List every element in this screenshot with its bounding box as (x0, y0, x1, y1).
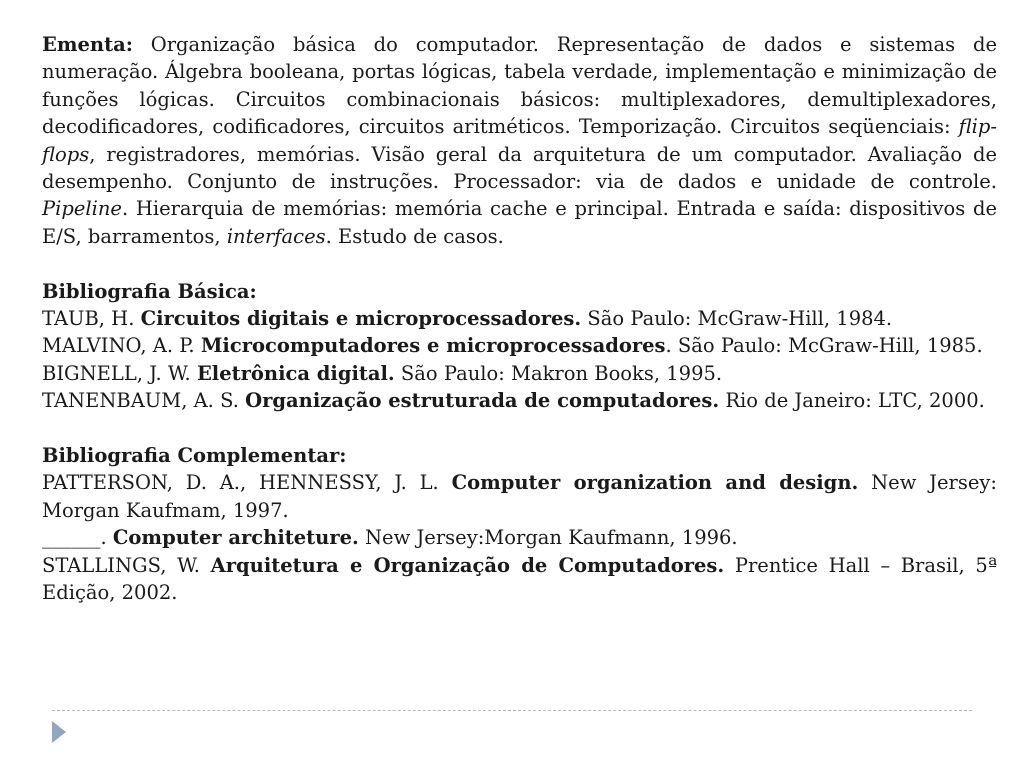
ementa-emphasis: flip-flops (42, 115, 997, 166)
reference-publisher: . São Paulo: McGraw-Hill, 1985. (665, 334, 983, 358)
bibliografia-basica-heading: Bibliografia Básica: (42, 279, 257, 303)
reference-author: STALLINGS, W. (42, 553, 211, 577)
reference-author: MALVINO, A. P. (42, 334, 201, 358)
slide-body (42, 31, 997, 607)
ementa-text: . Hierarquia de memórias: memória cache e principal. Entrada e saída: dispositivos de E/S, barramentos, (42, 197, 997, 248)
reference-item (42, 305, 997, 332)
ementa-paragraph (42, 31, 997, 250)
ementa-text: , registradores, memórias. Visão geral da arquitetura de um computador. Avaliação de desempenho. Conjunto de instruções. Processador: via de dados e unidade de controle. (42, 142, 997, 194)
reference-publisher: Prentice Hall – Brasil, 5ª Edição, 2002. (42, 553, 997, 605)
ementa-label: Ementa: (42, 33, 133, 56)
reference-title: Organização estruturada de computadores. (245, 389, 720, 413)
reference-author: ______. (42, 526, 113, 550)
ementa-emphasis: Pipeline (42, 197, 122, 221)
reference-item (42, 552, 997, 607)
reference-publisher: São Paulo: Makron Books, 1995. (394, 361, 723, 385)
reference-title: Computer architeture. (112, 526, 359, 550)
reference-author: PATTERSON, D. A., HENNESSY, J. L. (42, 471, 452, 495)
reference-publisher: New Jersey: Morgan Kaufmam, 1997. (42, 471, 997, 522)
reference-author: TANENBAUM, A. S. (42, 389, 246, 413)
ementa-text: . Estudo de casos. (325, 224, 504, 248)
reference-item (42, 332, 997, 359)
bibliografia-complementar-heading: Bibliografia Complementar: (42, 444, 347, 468)
ementa-text: Organização básica do computador. Representação de dados e sistemas de numeração. Álgebra booleana, portas lógicas, tabela verdade, implementação e minimização de funções lógicas. Circuitos combinacionais básicos: multiplexadores, demultiplexadores, decodificadores, codificadores, circuitos aritméticos. Temporização. Circuitos seqüenciais: (42, 33, 997, 139)
reference-title: Computer organization and design. (451, 471, 859, 495)
reference-publisher: São Paulo: McGraw-Hill, 1984. (581, 307, 893, 331)
spacer (42, 250, 997, 277)
reference-title: Eletrônica digital. (196, 361, 395, 385)
footer-divider (52, 710, 972, 711)
ementa-emphasis: interfaces (226, 224, 326, 248)
reference-item (42, 387, 997, 414)
reference-author: TAUB, H. (42, 307, 141, 331)
play-arrow-icon (52, 721, 66, 743)
reference-publisher: Rio de Janeiro: LTC, 2000. (719, 389, 985, 413)
spacer (42, 415, 997, 442)
reference-author: BIGNELL, J. W. (42, 361, 197, 385)
reference-publisher: New Jersey:Morgan Kaufmann, 1996. (358, 526, 738, 550)
reference-title: Microcomputadores e microprocessadores (200, 334, 666, 358)
reference-item (42, 360, 997, 387)
reference-title: Arquitetura e Organização de Computadores. (210, 553, 725, 577)
reference-title: Circuitos digitais e microprocessadores. (140, 307, 582, 331)
reference-item (42, 469, 997, 524)
reference-item (42, 524, 997, 551)
